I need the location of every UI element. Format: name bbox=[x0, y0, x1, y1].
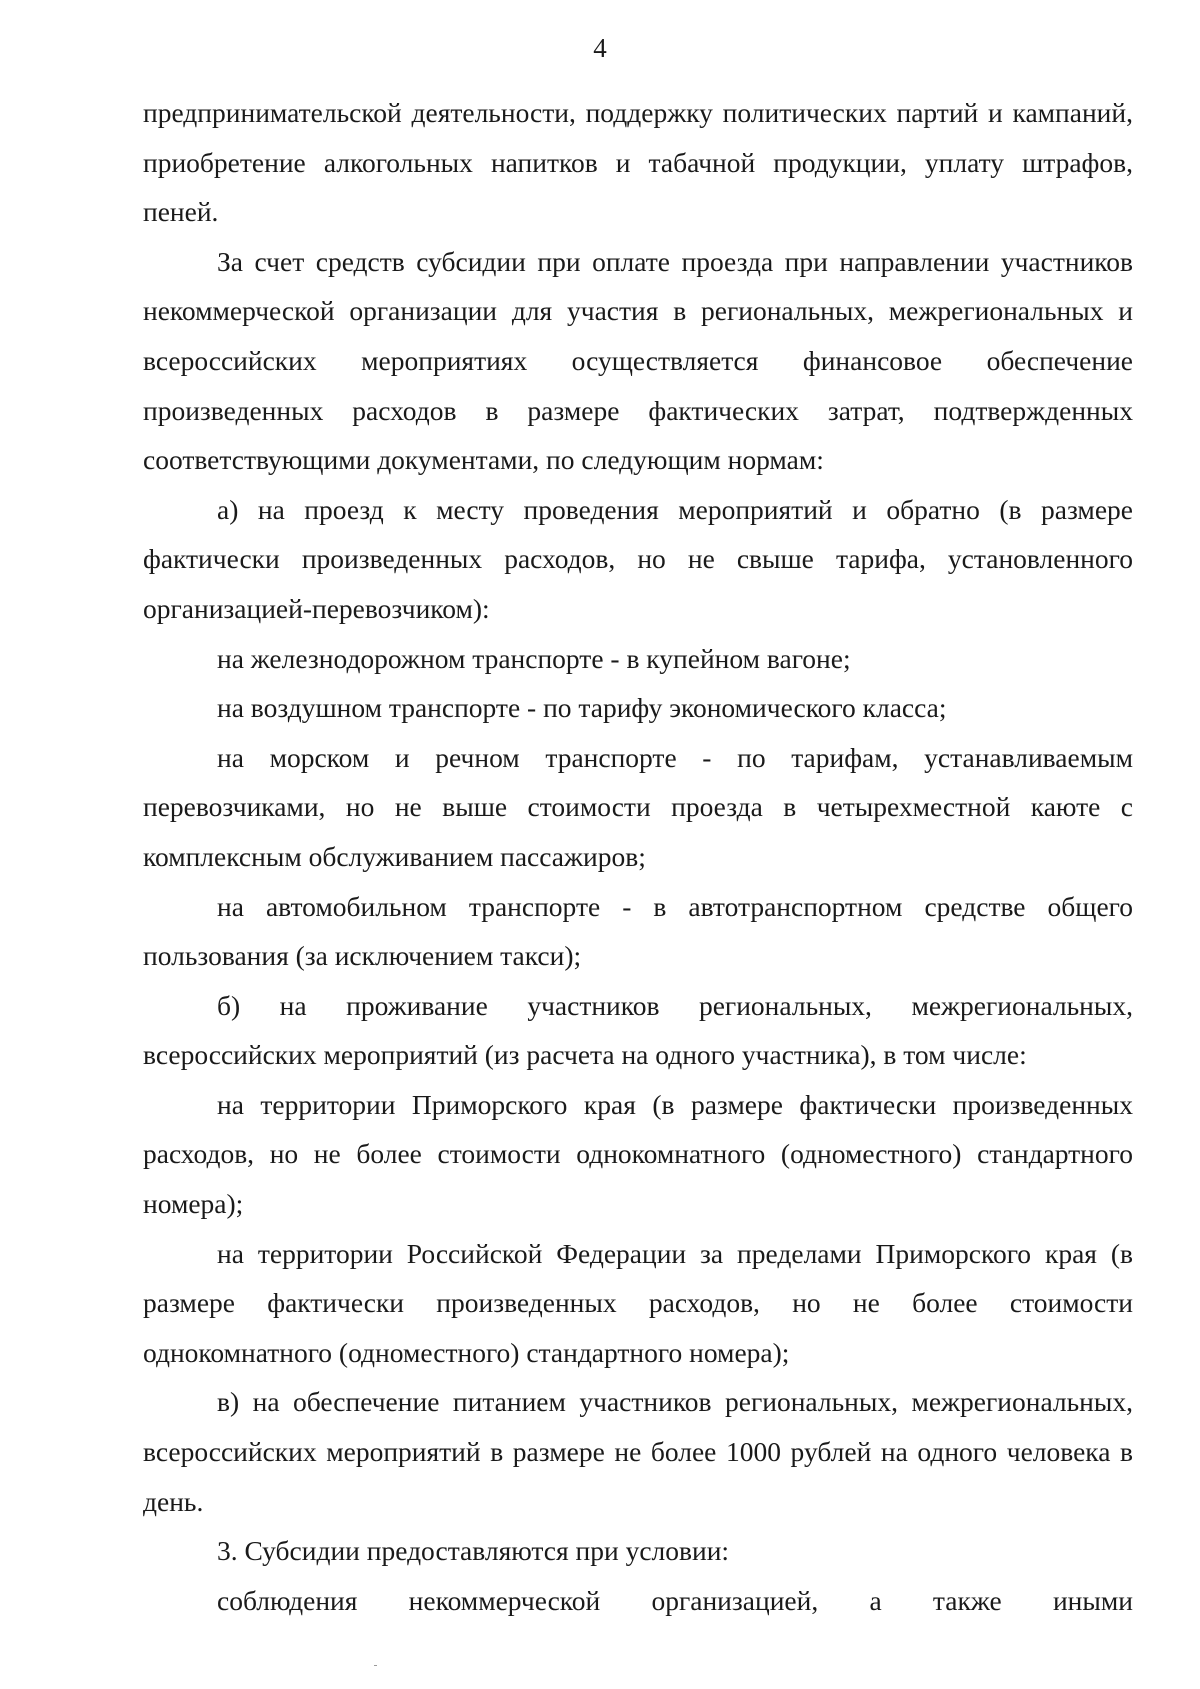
document-body bbox=[143, 88, 1133, 1625]
scan-artifact bbox=[374, 1665, 377, 1666]
paragraph-section-3: 3. Субсидии предоставляются при условии: bbox=[217, 1535, 730, 1567]
page-number: 4 bbox=[593, 33, 607, 63]
paragraph-road: на автомобильном транспорте - в автотранспортном средстве общего пользования (за исключением такси); bbox=[143, 890, 1133, 972]
paragraph-sea-river: на морском и речном транспорте - по тарифам, устанавливаемым перевозчиками, но не выше стоимости проезда в четырехместной каюте с комплексным обслуживанием пассажиров; bbox=[143, 741, 1133, 872]
paragraph-air: на воздушном транспорте - по тарифу экономического класса; bbox=[217, 692, 947, 724]
paragraph-item-b: б) на проживание участников региональных, межрегиональных, всероссийских мероприятий (из расчета на одного участника), в том числе: bbox=[143, 989, 1133, 1071]
paragraph-railway: на железнодорожном транспорте - в купейном вагоне; bbox=[217, 642, 851, 674]
paragraph-continuation: предпринимательской деятельности, поддержку политических партий и кампаний, приобретение алкогольных напитков и табачной продукции, уплату штрафов, пеней. bbox=[143, 97, 1133, 228]
paragraph-item-c: в) на обеспечение питанием участников региональных, межрегиональных, всероссийских мероприятий в размере не более 1000 рублей на одного человека в день. bbox=[143, 1386, 1133, 1517]
paragraph-condition: соблюдения некоммерческой организацией, а также иными bbox=[217, 1584, 1133, 1616]
paragraph-primorsky: на территории Приморского края (в размере фактически произведенных расходов, но не более стоимости однокомнатного (одноместного) стандартного номера); bbox=[143, 1088, 1133, 1220]
paragraph-subsidy-travel: За счет средств субсидии при оплате проезда при направлении участников некоммерческой организации для участия в региональных, межрегиональных и всероссийских мероприятиях осуществляется финансовое обеспечение произведенных расходов в размере фактических затрат, подтвержденных соответствующими документами, по следующим нормам: bbox=[143, 245, 1133, 476]
paragraph-item-a: а) на проезд к месту проведения мероприятий и обратно (в размере фактически произведенных расходов, но не свыше тарифа, установленного организацией-перевозчиком): bbox=[143, 493, 1133, 624]
paragraph-russia: на территории Российской Федерации за пределами Приморского края (в размере фактически произведенных расходов, но не более стоимости однокомнатного (одноместного) стандартного номера); bbox=[143, 1237, 1133, 1368]
